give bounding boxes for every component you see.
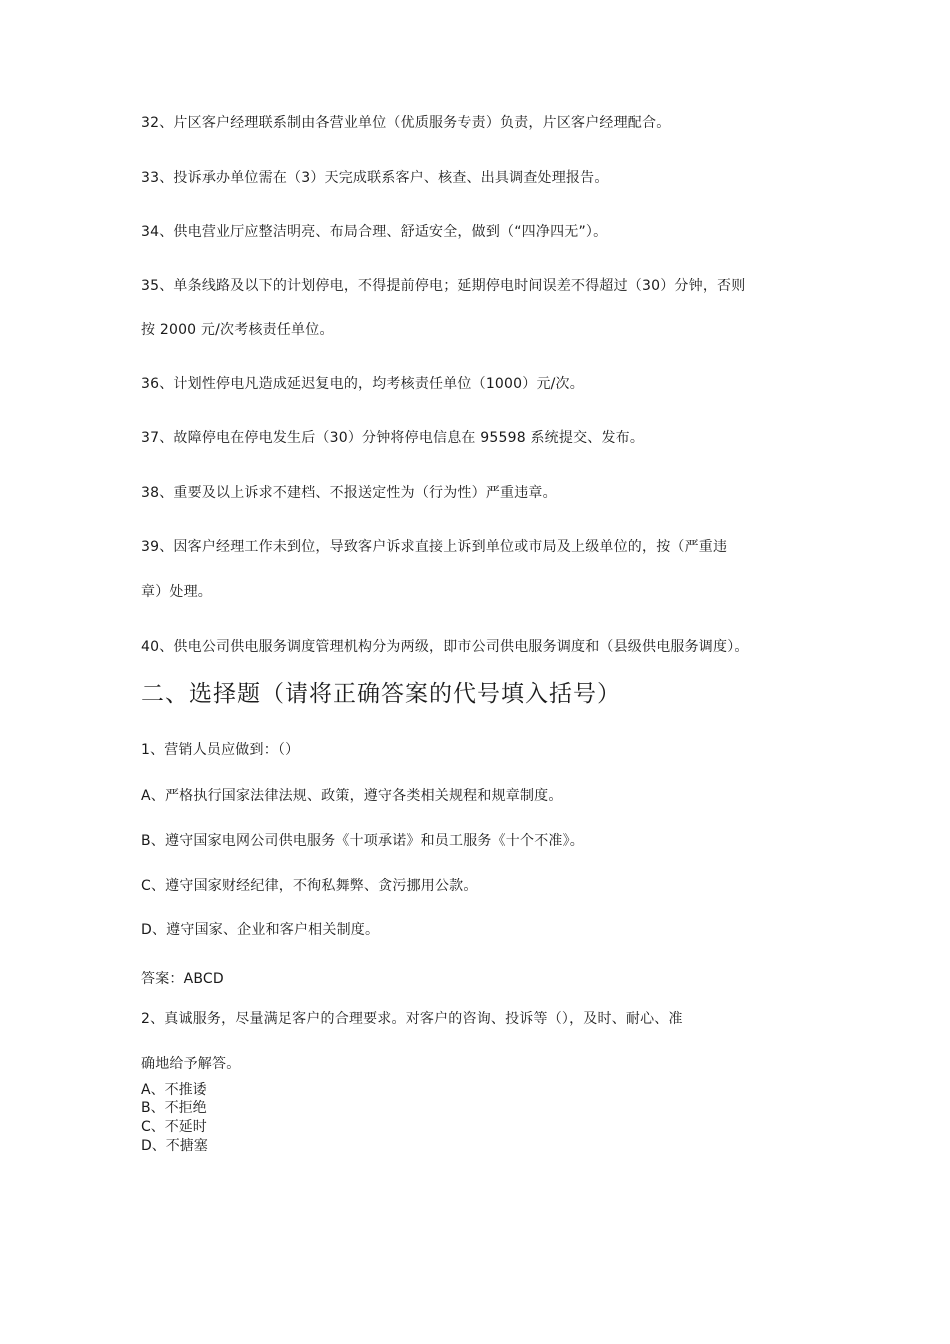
question-35-line-2: 按 2000 元/次考核责任单位。 — [141, 322, 334, 338]
choice-2-option-c: C、不延时 — [141, 1119, 207, 1135]
choice-question-2-line-1: 2、真诚服务，尽量满足客户的合理要求。对客户的咨询、投诉等（），及时、耐心、准 — [141, 1011, 683, 1027]
choice-2-option-a: A、不推诿 — [141, 1082, 207, 1098]
choice-question-2-line-2: 确地给予解答。 — [141, 1056, 241, 1072]
question-38: 38、重要及以上诉求不建档、不报送定性为（行为性）严重违章。 — [141, 485, 557, 501]
question-35-line-1: 35、单条线路及以下的计划停电，不得提前停电；延期停电时间误差不得超过（30）分钟，否则 — [141, 278, 746, 294]
choice-1-option-d: D、遵守国家、企业和客户相关制度。 — [141, 922, 380, 938]
question-36: 36、计划性停电凡造成延迟复电的，均考核责任单位（1000）元/次。 — [141, 376, 584, 392]
choice-2-option-d: D、不搪塞 — [141, 1138, 208, 1154]
choice-1-option-a: A、严格执行国家法律法规、政策，遵守各类相关规程和规章制度。 — [141, 788, 563, 804]
question-32: 32、片区客户经理联系制由各营业单位（优质服务专责）负责，片区客户经理配合。 — [141, 115, 671, 131]
section-heading: 二、选择题（请将正确答案的代号填入括号） — [141, 681, 621, 707]
question-39-line-2: 章）处理。 — [141, 584, 212, 600]
question-37: 37、故障停电在停电发生后（30）分钟将停电信息在 95598 系统提交、发布。 — [141, 430, 645, 446]
choice-2-option-b: B、不拒绝 — [141, 1100, 207, 1116]
choice-1-answer: 答案：ABCD — [141, 971, 224, 987]
choice-1-option-c: C、遵守国家财经纪律，不徇私舞弊、贪污挪用公款。 — [141, 878, 478, 894]
question-39-line-1: 39、因客户经理工作未到位，导致客户诉求直接上诉到单位或市局及上级单位的，按（严重违 — [141, 539, 728, 555]
question-40: 40、供电公司供电服务调度管理机构分为两级，即市公司供电服务调度和（县级供电服务调度）。 — [141, 639, 749, 655]
question-34: 34、供电营业厅应整洁明亮、布局合理、舒适安全，做到（“四净四无”）。 — [141, 224, 608, 240]
choice-question-1: 1、营销人员应做到：（） — [141, 742, 300, 758]
choice-1-option-b: B、遵守国家电网公司供电服务《十项承诺》和员工服务《十个不准》。 — [141, 833, 585, 849]
question-33: 33、投诉承办单位需在（3）天完成联系客户、核查、出具调查处理报告。 — [141, 170, 609, 186]
